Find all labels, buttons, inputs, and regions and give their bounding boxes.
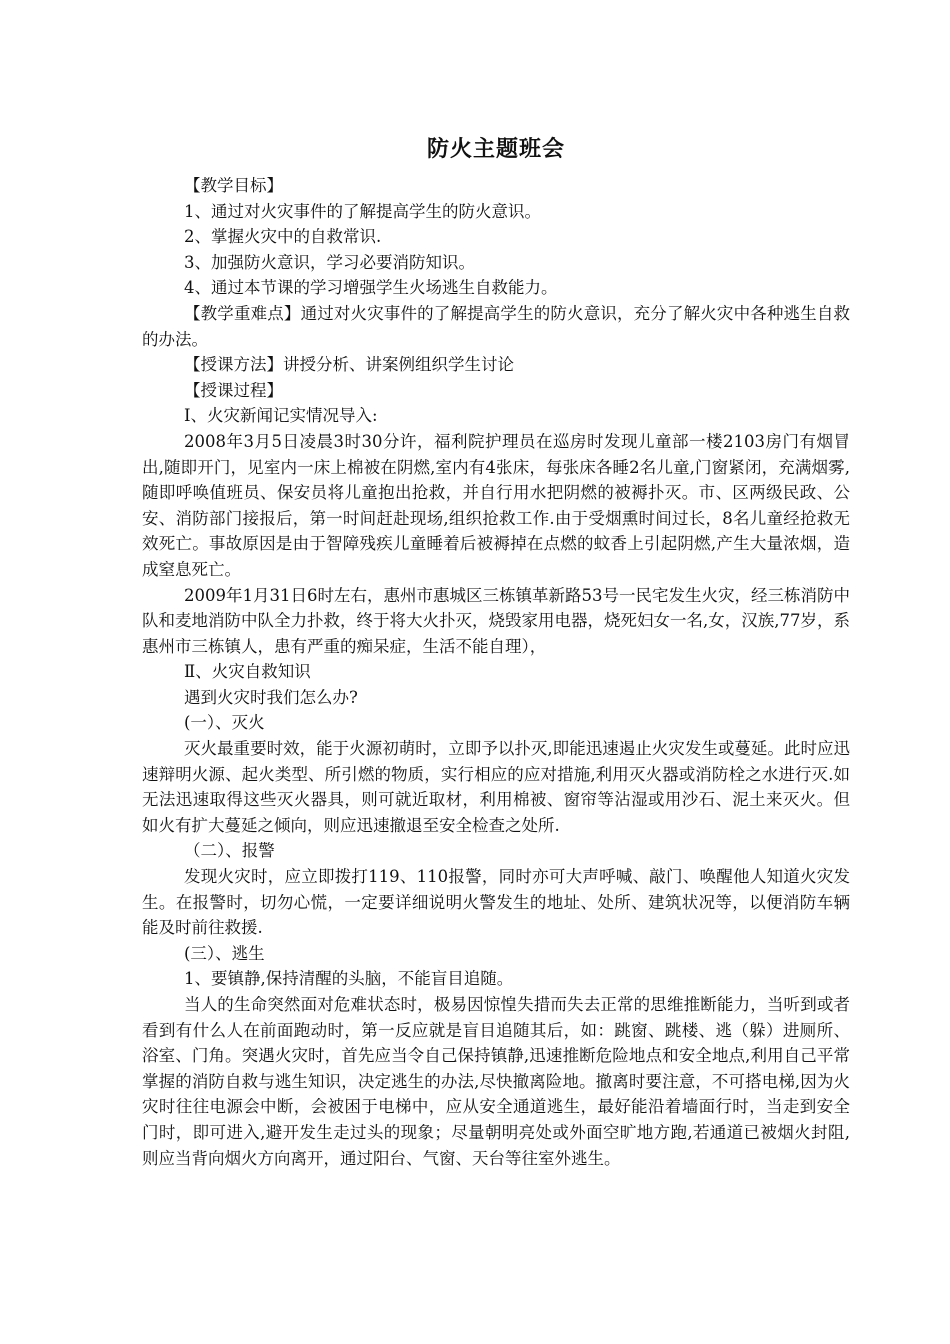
section-heading-goals: 【教学目标】 [184, 176, 283, 195]
body-paragraph: 遇到火灾时我们怎么办? [184, 687, 358, 707]
goal-item: 4、通过本节课的学习增强学生火场逃生自救能力。 [184, 278, 558, 298]
document-title: 防火主题班会 [426, 136, 565, 162]
goal-item: 3、加强防火意识，学习必要消防知识。 [184, 252, 475, 272]
key-points-paragraph: 【教学重难点】通过对火灾事件的了解提高学生的防火意识，充分了解火灾中各种逃生自救的办法。 [142, 303, 850, 349]
goal-item: 1、通过对火灾事件的了解提高学生的防火意识。 [184, 201, 541, 221]
subsection-heading: Ⅱ、火灾自救知识 [184, 662, 311, 682]
subsection-heading: (三）、逃生 [184, 943, 265, 963]
body-paragraph: 1、要镇静,保持清醒的头脑，不能盲目追随。 [184, 969, 514, 989]
subsection-heading: （二）、报警 [184, 841, 275, 861]
body-paragraph: 灭火最重要时效，能于火源初萌时，立即予以扑灭,即能迅速遏止火灾发生或蔓延。此时应迅速辩明火源、起火类型、所引燃的物质，实行相应的应对措施,利用灭火器或消防栓之水进行灭.如无法迅速取得这些灭火器具，则可就近取材，利用棉被、窗帘等沾湿或用沙石、泥土来灭火。但如火有扩大蔓延之倾向，则应迅速撤退至安全检查之处所. [142, 739, 850, 835]
goal-item: 2、掌握火灾中的自救常识. [184, 227, 382, 247]
subsection-heading: Ⅰ、火灾新闻记实情况导入: [184, 406, 378, 426]
teaching-method-paragraph: 【授课方法】讲授分析、讲案例组织学生讨论 [184, 355, 514, 375]
body-paragraph: 2008年3月5日凌晨3时30分许，福利院护理员在巡房时发现儿童部一楼2103房门有烟冒出,随即开门，见室内一床上棉被在阴燃,室内有4张床，每张床各睡2名儿童,门窗紧闭，充满烟雾,随即呼唤值班员、保安员将儿童抱出抢救，并自行用水把阴燃的被褥扑灭。市、区两级民政、公安、消防部门接报后，第一时间赶赴现场,组织抢救工作.由于受烟熏时间过长，8名儿童经抢救无效死亡。事故原因是由于智障残疾儿童睡着后被褥掉在点燃的蚊香上引起阴燃,产生大量浓烟，造成窒息死亡。 [142, 431, 850, 579]
body-paragraph: 2009年1月31日6时左右，惠州市惠城区三栋镇革新路53号一民宅发生火灾，经三栋消防中队和麦地消防中队全力扑救，终于将大火扑灭，烧毁家用电器，烧死妇女一名,女，汉族,77岁，系惠州市三栋镇人，患有严重的痴呆症，生活不能自理）， [142, 585, 850, 656]
body-paragraph: 当人的生命突然面对危难状态时，极易因惊惶失措而失去正常的思维推断能力，当听到或者看到有什么人在前面跑动时，第一反应就是盲目追随其后，如：跳窗、跳楼、逃（躲）进厕所、浴室、门角。突遇火灾时，首先应当令自己保持镇静,迅速推断危险地点和安全地点,利用自己平常掌握的消防自救与逃生知识，决定逃生的办法,尽快撤离险地。撤离时要注意，不可搭电梯,因为火灾时往往电源会中断，会被困于电梯中，应从安全通道逃生，最好能沿着墙面行时，当走到安全门时，即可进入,避开发生走过头的现象；尽量朝明亮处或外面空旷地方跑,若通道已被烟火封阻,则应当背向烟火方向离开，通过阳台、气窗、天台等往室外逃生。 [142, 995, 850, 1168]
section-heading-process: 【授课过程】 [184, 380, 283, 400]
subsection-heading: (一）、灭火 [184, 713, 265, 733]
body-paragraph: 发现火灾时，应立即拨打119、110报警，同时亦可大声呼喊、敲门、唤醒他人知道火灾发生。在报警时，切勿心慌，一定要详细说明火警发生的地址、处所、建筑状况等，以便消防车辆能及时前往救援. [142, 867, 850, 938]
document-body [142, 133, 850, 1171]
